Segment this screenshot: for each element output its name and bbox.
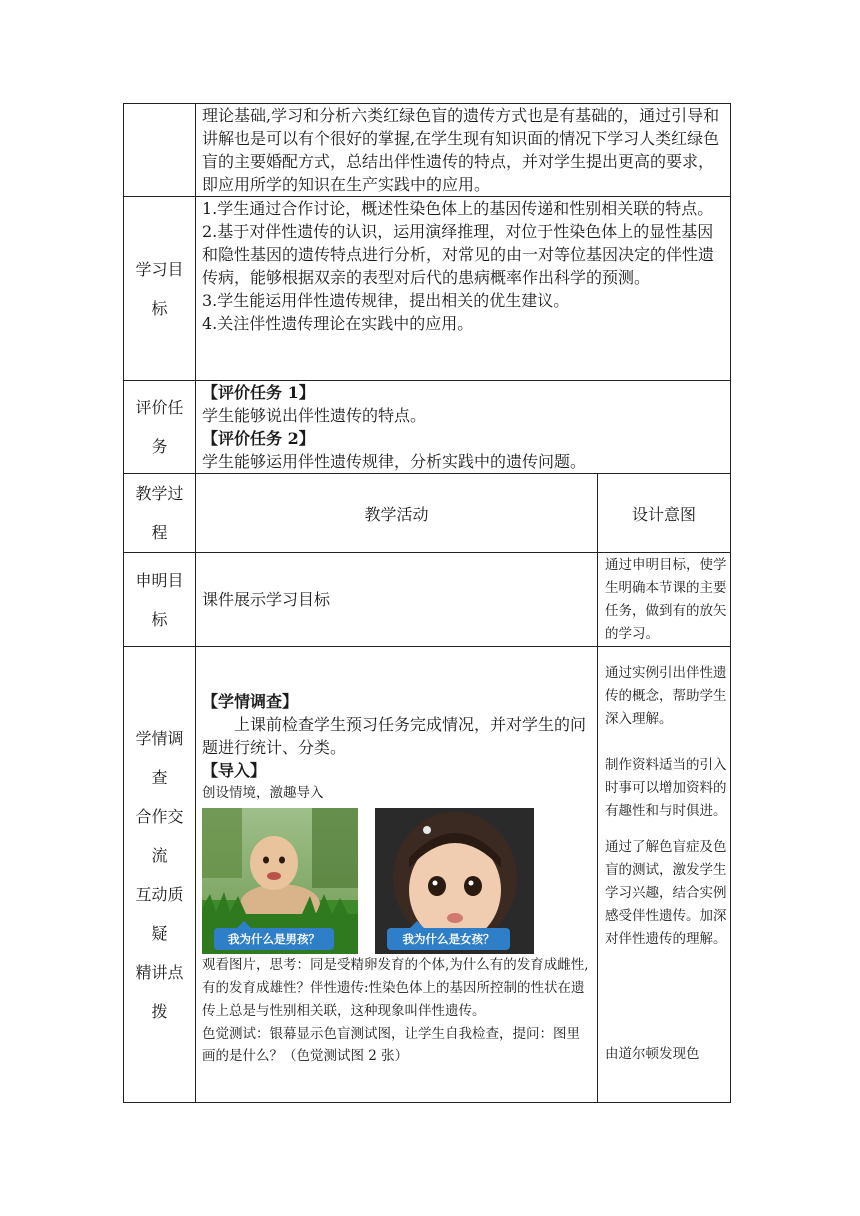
process-label-line1: 教学过 — [135, 484, 184, 503]
design-note: 通过实例引出伴性遗传的概念，帮助学生深入理解。 — [605, 664, 727, 727]
process-label — [124, 474, 196, 553]
girl-caption: 我为什么是女孩？ — [387, 928, 510, 950]
state-goal-design: 通过申明目标，使学生明确本节课的主要任务，做到有的放矢的学习。 — [598, 553, 731, 647]
evaluation-row — [124, 381, 731, 474]
design-note: 制作资料适当的引入时事可以增加资料的有趣性和与时俱进。 — [605, 756, 727, 819]
analysis-label-cell — [124, 104, 196, 197]
goals-content — [196, 197, 731, 381]
evaluation-task2-text: 学生能够运用伴性遗传规律，分析实践中的遗传问题。 — [202, 452, 587, 471]
goals-label-line2: 标 — [151, 298, 168, 318]
evaluation-task1-title: 【评价任务 1】 — [202, 383, 315, 402]
process-header-row — [124, 474, 731, 553]
state-goal-label-line1: 申明目 — [135, 570, 184, 590]
process-label-line2: 程 — [151, 523, 168, 542]
design-header: 设计意图 — [598, 474, 731, 553]
main-label-line: 精讲点 — [135, 962, 184, 982]
intro-title: 【导入】 — [202, 761, 267, 780]
color-test-text: 色觉测试：银幕显示色盲测试图，让学生自我检查，提问：图里画的是什么？（色觉测试图 2 张） — [202, 1026, 580, 1064]
design-note: 通过了解色盲症及色盲的测试，激发学生学习兴趣，结合实例感受伴性遗传。加深对伴性遗传的理解。 — [605, 839, 727, 947]
main-label-line: 流 — [151, 845, 168, 865]
survey-title: 【学情调查】 — [202, 692, 299, 711]
evaluation-label-line1: 评价任 — [135, 398, 184, 417]
goal-item: 2.基于对伴性遗传的认识，运用演绎推理，对位于性染色体上的显性基因和隐性基因的遗传特点进行分析，对常见的由一对等位基因决定的伴性遗传病，能够根据双亲的表型对后代的患病概率作出科学的预测。 — [202, 222, 715, 287]
evaluation-label — [124, 381, 196, 474]
analysis-text — [196, 104, 731, 197]
main-design — [598, 647, 731, 1103]
analysis-paragraph: 理论基础,学习和分析六类红绿色盲的遗传方式也是有基础的，通过引导和讲解也是可以有个很好的掌握,在学生现有知识面的情况下学习人类红绿色盲的主要婚配方式，总结出伴性遗传的特点，并对学生提出更高的要求，即应用所学的知识在生产实践中的应用。 — [202, 106, 720, 194]
intro-images — [202, 808, 593, 954]
main-label-line: 疑 — [151, 923, 168, 943]
lesson-plan-table — [123, 103, 731, 1103]
girl-photo — [375, 808, 534, 954]
main-label-line: 查 — [151, 767, 168, 787]
intro-text: 创设情境，激趣导入 — [202, 785, 324, 801]
goals-label-line1: 学习目 — [135, 259, 184, 279]
state-goal-activity: 课件展示学习目标 — [196, 553, 598, 647]
main-activity — [196, 647, 598, 1103]
main-row — [124, 647, 731, 1103]
evaluation-label-line2: 务 — [151, 437, 168, 456]
state-goal-label-line2: 标 — [151, 609, 168, 629]
main-label-line: 学情调 — [135, 728, 184, 748]
state-goal-row — [124, 553, 731, 647]
main-label-line: 互动质 — [135, 884, 184, 904]
boy-caption: 我为什么是男孩？ — [214, 928, 334, 950]
goal-item: 3.学生能运用伴性遗传规律，提出相关的优生建议。 — [202, 291, 570, 310]
evaluation-content — [196, 381, 731, 474]
boy-photo — [202, 808, 358, 954]
evaluation-task2-title: 【评价任务 2】 — [202, 429, 315, 448]
main-label-line: 拨 — [151, 1001, 168, 1021]
goal-item: 1.学生通过合作讨论，概述性染色体上的基因传递和性别相关联的特点。 — [202, 199, 714, 218]
goals-row — [124, 197, 731, 381]
goals-label — [124, 197, 196, 381]
activity-header: 教学活动 — [196, 474, 598, 553]
main-label — [124, 647, 196, 1103]
design-note: 由道尔顿发现色 — [605, 1046, 700, 1062]
main-label-line: 合作交 — [135, 806, 184, 826]
state-goal-label — [124, 553, 196, 647]
goal-item: 4.关注伴性遗传理论在实践中的应用。 — [202, 314, 474, 333]
survey-text: 上课前检查学生预习任务完成情况，并对学生的问题进行统计、分类。 — [202, 715, 587, 757]
after-images-text: 观看图片，思考：同是受精卵发育的个体,为什么有的发育成雌性,有的发育成雄性？伴性遗传:性染色体上的基因所控制的性状在遗传上总是与性别相关联，这种现象叫伴性遗传。 — [202, 957, 589, 1019]
analysis-row — [124, 104, 731, 197]
evaluation-task1-text: 学生能够说出伴性遗传的特点。 — [202, 406, 427, 425]
